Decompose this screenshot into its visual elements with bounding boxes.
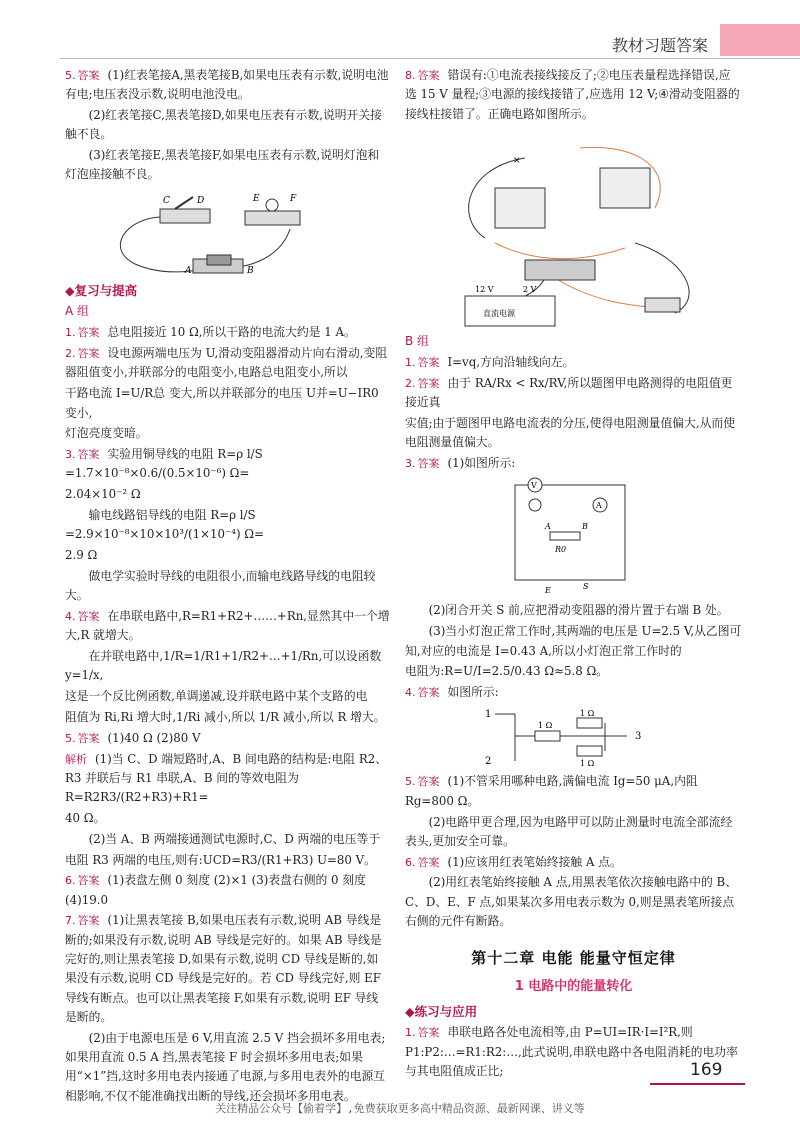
label-s: S	[583, 582, 589, 592]
left-column	[65, 66, 390, 1107]
qb2-label: 答案	[417, 376, 440, 390]
label-r1: 1 Ω	[538, 721, 553, 731]
qa4-line3: 这是一个反比例函数,单调递减,设并联电路中某个支路的电	[65, 689, 368, 704]
qa6-number: 6.	[65, 874, 76, 888]
right-column	[405, 66, 742, 1083]
circuit-diagram-b4	[405, 706, 742, 768]
qa7	[65, 911, 390, 1027]
qa4-number: 4.	[65, 610, 76, 624]
qb2-number: 2.	[405, 376, 416, 390]
qa2-line1: 设电源两端电压为 U,滑动变阻器滑动片向右滑动,变阻器阻值变小,并联部分的电阻变小,电路总电阻变小,所以	[65, 346, 388, 380]
label-f: F	[290, 193, 297, 204]
qa5-explanation-label: 解析	[65, 752, 87, 766]
chapter-title: 第十二章 电能 能量守恒定律	[471, 949, 676, 968]
qa3-line1: 实验用铜导线的电阻 R=ρ l/S =1.7×10⁻⁸×0.6/(0.5×10⁻⁶) Ω=	[65, 447, 263, 481]
qb1-label: 答案	[417, 356, 440, 370]
qa5-explanation	[65, 750, 390, 808]
lamp-bulb	[266, 199, 278, 211]
label-d: D	[197, 195, 205, 206]
qa5-ex-line2: 40 Ω。	[65, 811, 106, 825]
qa6-text: (1)表盘左侧 0 刻度 (2)×1 (3)表盘右侧的 0 刻度 (4)19.0	[65, 873, 366, 907]
label-e: E	[253, 193, 260, 204]
qa7-line2: (2)由于电源电压是 6 V,用直流 2.5 V 挡会损坏多用电表;如果用直流 0.5 A 挡,黑表笔接 F 时会损坏多用电表;如果用“×1”挡,这时多用电表内接通了电源,与多用电表外的电源互相影响,不仅不能准确找出断的导线,还会损坏多用电表。	[65, 1030, 386, 1103]
qb3	[405, 454, 742, 473]
circuit-diagram-b3	[405, 477, 742, 597]
qb5-line1: (1)不管采用哪种电路,满偏电流 Ig=50 μA,内阻 Rg=800 Ω。	[405, 774, 698, 808]
page-number-rule	[650, 1083, 745, 1085]
switch-lever	[175, 197, 193, 209]
qb3-line1: (1)如图所示:	[447, 456, 516, 471]
label-12v: 12 V	[475, 284, 494, 294]
circuit-diagram-q5	[65, 189, 390, 277]
wire-3	[495, 243, 625, 259]
qa5-number: 5.	[65, 731, 76, 745]
qa2-line2: 干路电流 I=U/R总 变大,所以并联部分的电压 U并=U−IR0 变小,	[65, 386, 379, 420]
qa5-text: (1)40 Ω (2)80 V	[107, 730, 201, 745]
q5a-label: 答案	[77, 69, 100, 82]
qb6-number: 6.	[405, 855, 416, 869]
label-b: B	[247, 265, 254, 276]
qa4-line2: 在并联电路中,1/R=1/R1+1/R2+…+1/Rn,可以设函数 y=1/x,	[65, 649, 382, 683]
label-r0: R0	[555, 545, 567, 555]
lamp-base	[245, 211, 300, 225]
qa3-line3: 输电线路铝导线的电阻 R=ρ l/S =2.9×10⁻⁸×10×10³/(1×10⁻⁴) Ω=	[65, 508, 264, 542]
qa3-line4: 2.9 Ω	[65, 548, 98, 563]
qa1	[65, 323, 390, 342]
resistor-2	[577, 718, 602, 728]
qa3	[65, 445, 390, 484]
label-a: A	[596, 501, 602, 511]
qb4-text: 如图所示:	[447, 685, 499, 700]
q5a-line2: (2)红表笔接C,黑表笔接D,如果电压表有示数,说明开关接触不良。	[65, 108, 382, 142]
q5a-line1: (1)红表笔接A,黑表笔接B,如果电压表有示数,说明电池有电;电压表没示数,说明电池没电。	[65, 68, 389, 102]
review-section-title: ◆复习与提高	[65, 282, 138, 298]
q5a-answer	[65, 66, 390, 105]
label-2v: 2 V	[523, 284, 537, 294]
qa1-number: 1.	[65, 326, 76, 340]
label-t3: 3	[635, 731, 642, 743]
qa6-label: 答案	[77, 874, 100, 888]
qb1-text: I=vq,方向沿轴线向左。	[447, 355, 575, 370]
qp1-text: 串联电路各处电流相等,由 P=UI=IR·I=I²R,则 P1:P2:…=R1:R2:…,此式说明,串联电路中各电阻消耗的电功率与其电阻值成正比;	[405, 1025, 738, 1078]
qa2-number: 2.	[65, 347, 76, 361]
qb6	[405, 853, 742, 872]
qa8-number: 8.	[405, 69, 416, 82]
qa7-number: 7.	[65, 914, 76, 928]
qa1-label: 答案	[77, 326, 100, 340]
qa5-label: 答案	[77, 731, 100, 745]
qb3-label: 答案	[417, 457, 440, 471]
qb3-line3: (3)当小灯泡正常工作时,其两端的电压是 U=2.5 V,从乙图可知,对应的电流是 I=0.43 A,所以小灯泡正常工作时的	[405, 624, 742, 658]
label-t1: 1	[485, 709, 492, 721]
group-a-title: A 组	[65, 304, 90, 319]
qb5-number: 5.	[405, 775, 416, 789]
header-title: 教材习题答案	[611, 36, 708, 55]
label-supply: 直流电源	[483, 308, 515, 318]
lamp-symbol	[529, 499, 541, 511]
qa3-label: 答案	[77, 448, 100, 462]
label-pb: B	[582, 522, 588, 532]
qa7-line1: (1)让黑表笔接 B,如果电压表有示数,说明 AB 导线是断的;如果没有示数,说明 AB 导线是完好的。如果 AB 导线是完好的,则让黑表笔接 D,如果有示数,说明 CD 导线是断的,如果没有示数,说明 CD 导线是完好的。若 CD 导线完好,则 EF 导线有断点。也可以让黑表笔接 F,如果有示数,说明 EF 导线是断的。	[65, 913, 382, 1024]
switch	[645, 298, 680, 312]
qb6-line1: (1)应该用红表笔始终接触 A 点。	[447, 854, 622, 869]
label-t2: 2	[485, 756, 492, 768]
label-e: E	[545, 586, 551, 596]
qp1-label: 答案	[417, 1026, 440, 1040]
label-r2: 1 Ω	[580, 709, 595, 719]
qb5-label: 答案	[417, 775, 440, 789]
qa6	[65, 871, 390, 910]
label-pa: A	[545, 522, 551, 532]
label-x: ×	[513, 155, 521, 166]
switch-base	[160, 209, 210, 223]
qb4-label: 答案	[417, 686, 440, 700]
label-v: V	[531, 481, 537, 491]
rheostat-symbol	[550, 532, 580, 540]
q5a-number: 5.	[65, 69, 76, 82]
circuit-diagram-q8	[405, 128, 742, 328]
qb5	[405, 772, 742, 811]
practice-section-title: ◆练习与应用	[405, 1003, 478, 1019]
qb3-number: 3.	[405, 457, 416, 471]
qa5	[65, 729, 390, 748]
qa4	[65, 607, 390, 646]
battery	[207, 255, 231, 265]
qa3-line2: 2.04×10⁻² Ω	[65, 487, 141, 502]
qb5-line2: (2)电路甲更合理,因为电路甲可以防止测量时电流全部流经表头,更加安全可靠。	[405, 814, 733, 848]
qa8-text: 错误有:①电流表接线接反了;②电压表量程选择错误,应选 15 V 量程;③电源的接线接错了,应选用 12 V;④滑动变阻器的接线柱接错了。正确电路如图所示。	[405, 68, 740, 121]
qb6-line2: (2)用红表笔始终接触 A 点,用黑表笔依次接触电路中的 B、C、D、E、F 点,如果某次多用电表示数为 0,则是黑表笔所接点右侧的元件有断路。	[405, 875, 738, 929]
qa5-ex-line3: (2)当 A、B 两端接通测试电源时,C、D 两端的电压等于	[88, 831, 381, 846]
ammeter	[600, 168, 650, 208]
qa4-line1: 在串联电路中,R=R1+R2+……+Rn,显然其中一个增大,R 就增大。	[65, 609, 390, 643]
qa4-line4: 阻值为 Ri,Ri 增大时,1/Ri 减小,所以 1/R 减小,所以 R 增大。	[65, 710, 386, 725]
qb4	[405, 683, 742, 702]
group-b-title: B 组	[405, 333, 430, 348]
qa2-line3: 灯泡亮度变暗。	[65, 426, 148, 441]
page-number: 169	[690, 1060, 723, 1080]
qb2-line1: 由于 RA/Rx < Rx/RV,所以题图甲电路测得的电阻值更接近真	[405, 375, 733, 410]
label-r3: 1 Ω	[580, 759, 595, 769]
resistor-1	[535, 731, 560, 741]
qa8	[405, 66, 742, 124]
qa3-number: 3.	[65, 448, 76, 462]
qb4-number: 4.	[405, 686, 416, 700]
qb2	[405, 374, 742, 413]
qa5-ex-line4: 电阻 R3 两端的电压,则有:UCD=R3/(R1+R3) U=80 V。	[65, 852, 376, 867]
qa3-line5: 做电学实验时导线的电阻很小,而输电线路导线的电阻较大。	[65, 568, 376, 603]
qa8-label: 答案	[417, 69, 440, 82]
qa1-text: 总电阻接近 10 Ω,所以干路的电流大约是 1 A。	[107, 325, 356, 340]
qb1-number: 1.	[405, 356, 416, 370]
label-a: A	[185, 265, 192, 276]
q5a-line3: (3)红表笔接E,黑表笔接F,如果电压表有示数,说明灯泡和灯泡座接触不良。	[65, 148, 380, 182]
qa5-ex-line1: (1)当 C、D 端短路时,A、B 间电路的结构是:电阻 R2、R3 并联后与 R1 串联,A、B 间的等效电阻为 R=R2R3/(R2+R3)+R1=	[65, 751, 388, 805]
rheostat	[525, 260, 595, 280]
lesson-title: 1 电路中的能量转化	[514, 978, 633, 994]
header-tab	[720, 24, 800, 56]
voltmeter	[495, 188, 545, 228]
wire-6	[555, 278, 660, 308]
qb6-label: 答案	[417, 855, 440, 869]
qa4-label: 答案	[77, 610, 100, 624]
qa2-label: 答案	[77, 347, 100, 361]
header-rule	[60, 58, 800, 59]
qa2	[65, 344, 390, 383]
qa7-label: 答案	[77, 914, 100, 928]
qb3-line2: (2)闭合开关 S 前,应把滑动变阻器的滑片置于右端 B 处。	[428, 603, 729, 618]
resistor-3	[577, 746, 602, 756]
qb2-line2: 实值;由于题图甲电路电流表的分压,使得电阻测量值偏大,从而使电阻测量值偏大。	[405, 416, 735, 450]
qp1-number: 1.	[405, 1026, 416, 1040]
label-c: C	[163, 195, 170, 206]
qb3-line4: 电阻为:R=U/I=2.5/0.43 Ω≈5.8 Ω。	[405, 664, 609, 679]
qb1	[405, 353, 742, 372]
footer-note: 关注精品公众号【偷着学】,免费获取更多高中精品资源、最新网课、讲义等	[215, 1102, 585, 1115]
